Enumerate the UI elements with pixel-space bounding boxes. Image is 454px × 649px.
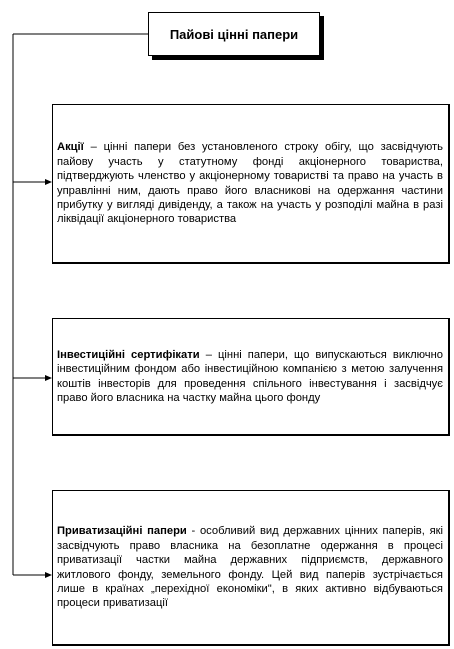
shares-term: Акції bbox=[57, 141, 84, 154]
investment-certificates-term: Інвестиційні сертифікати bbox=[57, 348, 200, 361]
investment-certificates-box bbox=[52, 318, 450, 436]
investment-certificates-description: – цінні папери, що випускаються виключно інвестиційним фондом або інвестиційною компанією з метою залучення коштів інвесторів для проведення спільного інвестування і засвідчує право його власника на частку майна цього фонду bbox=[57, 348, 443, 404]
diagram-title bbox=[148, 12, 320, 56]
privatization-papers-box bbox=[52, 490, 450, 646]
arrowhead-3 bbox=[45, 572, 52, 578]
shares-text bbox=[57, 140, 443, 226]
privatization-papers-text bbox=[57, 524, 443, 610]
arrowhead-2 bbox=[45, 375, 52, 381]
arrowhead-1 bbox=[45, 179, 52, 185]
investment-certificates-text bbox=[57, 348, 443, 406]
privatization-papers-description: - особливий вид державних цінних паперів, які засвідчують право власника на безоплатне одержання в процесі приватизації частки майна державних підприємств, державного житлового фонду, земельного фонду. Цей вид паперів зустрічається лише в країнах „перехідної економіки", в яких активно відбуваються процеси приватизації bbox=[57, 525, 444, 610]
diagram-title-text: Пайові цінні папери bbox=[169, 26, 299, 42]
shares-box bbox=[52, 104, 450, 264]
privatization-papers-term: Приватизаційні папери bbox=[57, 525, 187, 538]
shares-description: – цінні папери без установленого строку обігу, що засвідчують пайову участь у статутному фонді акціонерного товариства, підтверджують членство у акціонерному товаристві та право на участь в управлінні ним, дають право його власникові на одержання частини прибутку у вигляді дивіденду, а також на участь у розподілі майна в разі ліквідації акціонерного товариства bbox=[57, 141, 443, 226]
